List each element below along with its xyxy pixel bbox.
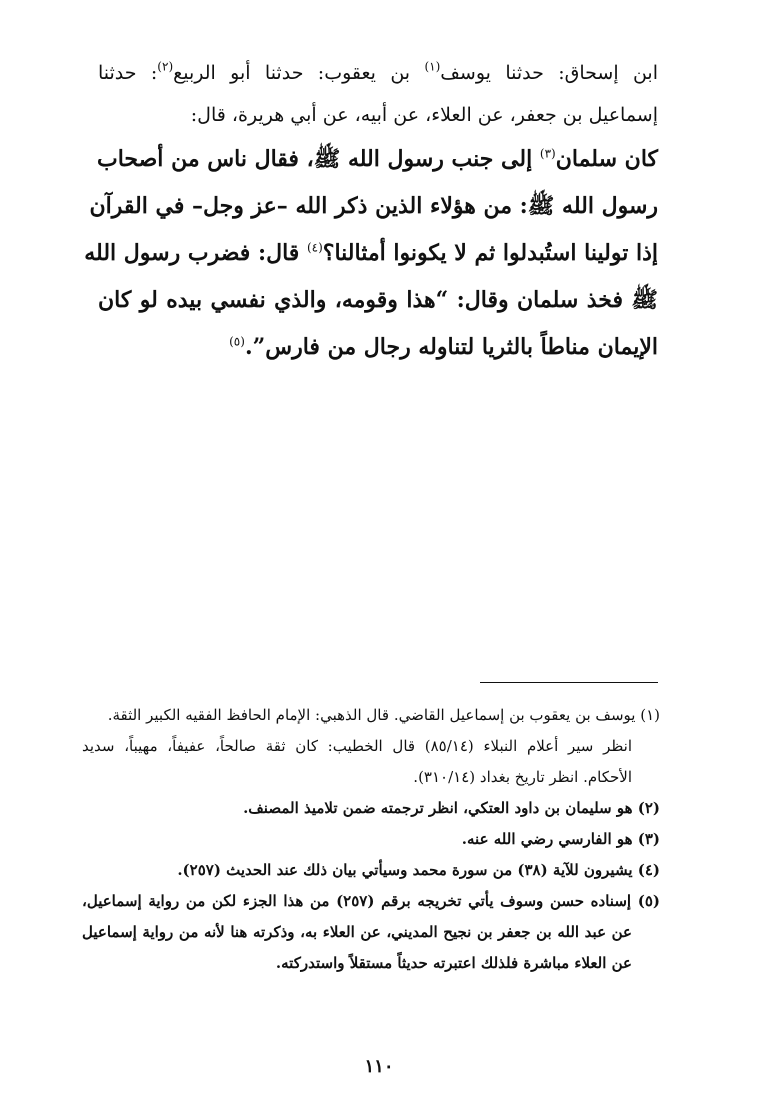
footnote-separator xyxy=(480,682,658,683)
footnote-1-line-1: (١) يوسف بن يعقوب بن إسماعيل القاضي. قال الذهبي: الإمام الحافظ الفقيه الكبير الثقة. xyxy=(107,706,660,724)
isnad-line-2: إسماعيل بن جعفر، عن العلاء، عن أبيه، عن أبي هريرة، قال: xyxy=(190,104,658,126)
matn-line-2: رسول الله ﷺ: من هؤلاء الذين ذكر الله –عز وجل– في القرآن xyxy=(89,193,658,219)
footnote-1-line-3: الأحكام. انظر تاريخ بغداد (٣١٠/١٤). xyxy=(413,768,632,786)
footnote-4: (٤) يشيرون للآية (٣٨) من سورة محمد وسيأتي بيان ذلك عند الحديث (٢٥٧). xyxy=(177,861,660,879)
matn-line-5: الإيمان مناطاً بالثريا لتناوله رجال من فارس”.$^{(٥)}$ xyxy=(229,334,658,360)
isnad-line-1: ابن إسحاق: حدثنا يوسف$^{(١)}$ بن يعقوب: حدثنا أبو الربيع$^{(٢)}$: حدثنا xyxy=(98,59,658,84)
footnote-ref-5: (٥) xyxy=(229,334,245,349)
footnote-3: (٣) هو الفارسي رضي الله عنه. xyxy=(461,830,660,848)
footnotes xyxy=(82,700,660,979)
matn-line-3: إذا تولينا استُبدلوا ثم لا يكونوا أمثالنا؟$^{(٤)}$ قال: فضرب رسول الله xyxy=(84,240,658,266)
footnote-ref-3: (٣) xyxy=(539,146,556,161)
page-number: ١١٠ xyxy=(364,1056,394,1077)
footnote-5-line-1: (٥) إسناده حسن وسوف يأتي تخريجه برقم (٢٥٧) من هذا الجزء لكن من رواية إسماعيل، xyxy=(82,892,660,910)
footnote-ref-4: (٤) xyxy=(306,240,323,255)
hadith-text xyxy=(84,52,658,371)
footnote-ref-2: (٢) xyxy=(157,59,174,74)
matn-line-1: كان سلمان$^{(٣)}$ إلى جنب رسول الله ﷺ، فقال ناس من أصحاب xyxy=(97,146,658,172)
footnote-1-line-2: انظر سير أعلام النبلاء (٨٥/١٤) قال الخطيب: كان ثقة صالحاً، عفيفاً، مهيباً، سديد xyxy=(82,737,632,755)
footnote-2: (٢) هو سليمان بن داود العتكي، انظر ترجمته ضمن تلاميذ المصنف. xyxy=(243,799,660,817)
footnote-5-line-2: عن عبد الله بن جعفر بن نجيح المديني، عن العلاء به، وذكرته هنا لأنه من رواية إسماعيل xyxy=(82,923,632,941)
footnote-5-line-3: عن العلاء مباشرة فلذلك اعتبرته حديثاً مستقلاً واستدركته. xyxy=(275,954,632,972)
matn-line-4: ﷺ فخذ سلمان وقال: “هذا وقومه، والذي نفسي بيده لو كان xyxy=(98,287,658,313)
footnote-ref-1: (١) xyxy=(424,59,441,74)
